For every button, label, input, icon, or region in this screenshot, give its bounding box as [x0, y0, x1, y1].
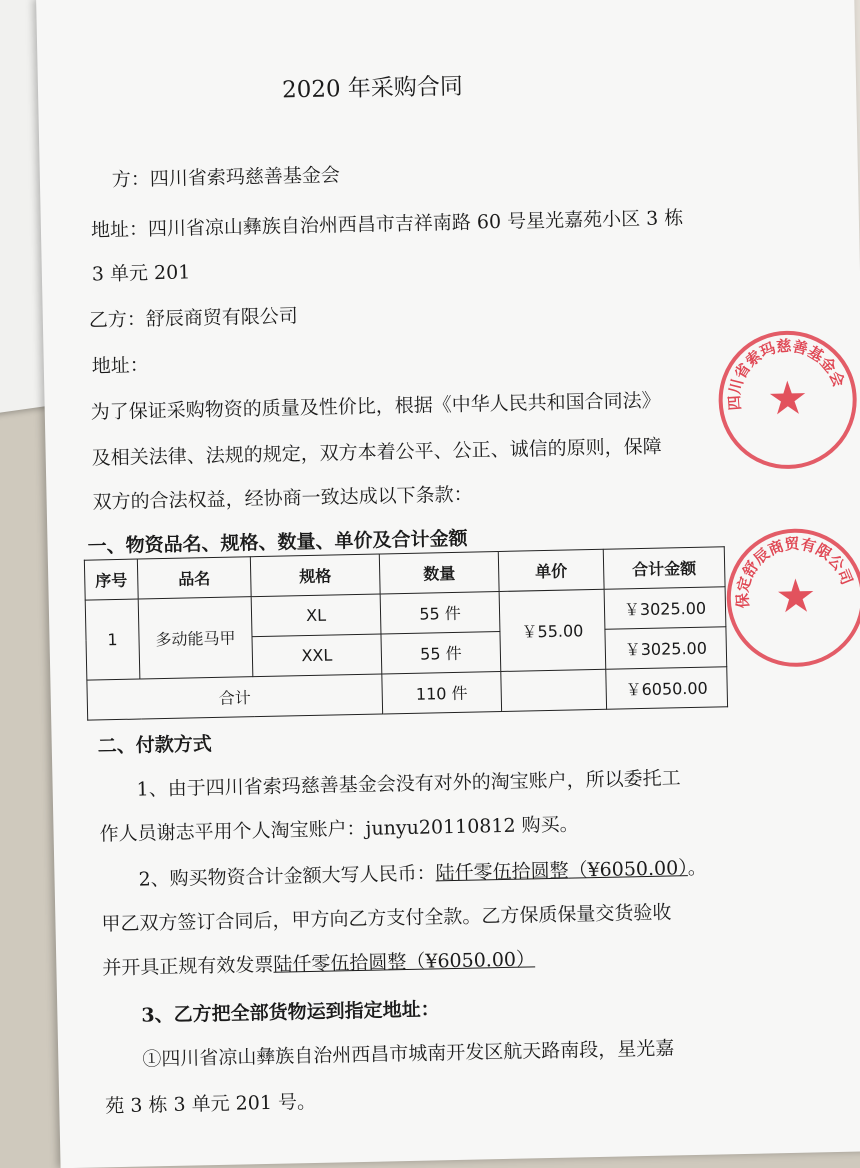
sum-label: 合计 [87, 674, 383, 720]
goods-table [84, 546, 728, 720]
header-cell: 单价 [498, 549, 604, 591]
sum-quantity: 110 件 [382, 671, 502, 713]
document-title: 2020 年采购合同 [281, 73, 464, 104]
unit-price: ￥55.00 [499, 589, 606, 671]
invoice-amount-in-words: 陆仟零伍拾圆整 [273, 951, 407, 976]
contract-page [36, 0, 860, 1168]
intro-line-1: 为了保证采购物资的质量及性价比，根据《中华人民共和国合同法》 [90, 389, 661, 424]
party-a-address-line-1: 地址：四川省凉山彝族自治州西昌市吉祥南路 60 号星光嘉苑小区 3 栋 [90, 207, 684, 242]
clause-text: 2、购买物资合计金额大写人民币： [138, 862, 436, 891]
sum-total: ￥6050.00 [606, 667, 728, 710]
party-a-address-line-2: 3 单元 201 [91, 261, 191, 286]
item-quantity: 55 件 [381, 631, 501, 673]
clause-text: 并开具正规有效发票 [102, 953, 274, 980]
delivery-clause: 3、乙方把全部货物运到指定地址： [141, 998, 440, 1027]
item-spec: XL [251, 594, 381, 637]
section-heading-payment: 二、付款方式 [97, 733, 212, 758]
star-icon: ★ [766, 370, 809, 426]
header-cell: 数量 [379, 552, 499, 594]
payment-clause-2-line-3 [102, 944, 535, 980]
payment-clause-1-line-2: 作人员谢志平用个人淘宝账户：junyu20110812 购买。 [99, 813, 579, 846]
amount-in-figures: （¥6050.00） [568, 857, 688, 882]
party-b-line: 乙方：舒辰商贸有限公司 [88, 305, 299, 332]
intro-line-2: 及相关法律、法规的规定，双方本着公平、公正、诚信的原则，保障 [91, 435, 662, 470]
section-heading-goods: 一、物资品名、规格、数量、单价及合计金额 [87, 527, 468, 558]
star-icon: ★ [774, 568, 817, 624]
party-a-seal [717, 329, 858, 470]
party-a-line: 方：四川省索玛慈善基金会 [111, 164, 341, 192]
delivery-address-line-1: ①四川省凉山彝族自治州西昌市城南开发区航天路南段，星光嘉 [142, 1037, 675, 1071]
header-cell: 品名 [137, 557, 251, 599]
delivery-address-line-2: 苑 3 栋 3 单元 201 号。 [105, 1090, 317, 1118]
party-b-seal [725, 527, 860, 668]
item-number: 1 [85, 599, 140, 680]
item-quantity: 55 件 [380, 591, 500, 633]
item-total: ￥3025.00 [604, 587, 726, 630]
payment-clause-2-line-1 [138, 853, 707, 892]
item-name: 多动能马甲 [138, 597, 253, 679]
sum-empty-cell [501, 669, 607, 711]
seal-text: 四川省索玛慈善基金会 [725, 336, 848, 412]
header-cell: 规格 [250, 554, 380, 597]
header-cell: 合计金额 [603, 547, 725, 590]
invoice-amount-in-figures: （¥6050.00） [406, 948, 536, 974]
party-b-address: 地址： [91, 354, 150, 378]
intro-line-3: 双方的合法权益，经协商一致达成以下条款： [92, 483, 473, 514]
payment-clause-2-line-2: 甲乙双方签订合同后，甲方向乙方支付全款。乙方保质保量交货验收 [101, 901, 672, 936]
amount-in-words: 陆仟零伍拾圆整 [435, 859, 569, 885]
item-spec: XXL [252, 634, 382, 677]
payment-clause-1-line-1: 1、由于四川省索玛慈善基金会没有对外的淘宝账户，所以委托工 [136, 767, 681, 801]
header-cell: 序号 [84, 559, 138, 600]
seal-text: 保定舒辰商贸有限公司 [733, 534, 857, 609]
item-total: ￥3025.00 [605, 627, 727, 670]
clause-end: 。 [687, 856, 707, 880]
